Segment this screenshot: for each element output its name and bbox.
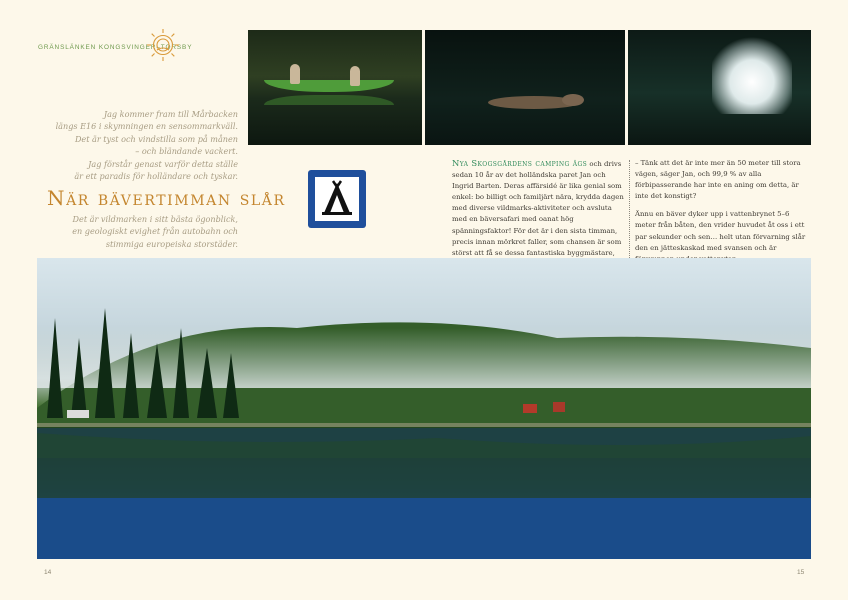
article-headline: När bävertimman slår xyxy=(47,186,286,210)
beaver-swimming-photo xyxy=(425,30,625,145)
section-logo xyxy=(38,28,238,72)
intro-line: Jag förstår genast varför detta ställe xyxy=(88,158,238,169)
splash-shape xyxy=(712,34,792,114)
intro-line: – och bländande vackert. xyxy=(135,146,238,157)
sun-ornament-icon xyxy=(146,28,180,62)
article-paragraph: Ännu en bäver dyker upp i vattenbrynet 5–6 meter från båten, den vrider huvudet åt oss i ett par sekunder och sen… helt utan förvarning slår den en jätteskaskad med svansen och är xyxy=(635,210,806,252)
paddler-figure xyxy=(350,66,360,86)
lake-landscape-photo xyxy=(37,258,811,559)
lead-in: Nya Skogsgårdens camping ägs xyxy=(452,158,588,168)
intro-line: längs E16 i skymningen en sensommarkväll. xyxy=(55,121,238,132)
intro-line: Jag kommer fram till Mårbacken xyxy=(103,109,238,119)
canoe-reflection xyxy=(264,95,394,105)
beaver-head-shape xyxy=(562,94,584,106)
intro-line: Det är vildmarken i sitt bästa ögonblick, xyxy=(72,214,238,224)
forest-lake-illustration xyxy=(37,258,811,559)
tent-glyph xyxy=(315,177,359,221)
page-number-left: 14 xyxy=(44,569,52,576)
camping-tent-sign-icon xyxy=(308,170,366,228)
paragraph-text: och drivs sedan 10 år av det holländska paret Jan och Ingrid Barten. Deras affärsidé är lika genial som enkel: bo billigt och familjärt nära, krydda dagen med diverse vildmarks-aktiviteter och avsluta med en bäversafari med oanat hög spänningsfaktor! För det är i den sista timman, precis innan mörkret faller, som chansen är som störst att få se dessa fantastiska byggmästare, xyxy=(452,160,624,257)
intro-line: är ett paradis för holländare och tyskar. xyxy=(74,171,238,182)
intro-text-bottom xyxy=(28,213,238,250)
article-paragraph: – Tänk att det är inte mer än 50 meter till stora vägen, säger Jan, och 99,9 % av alla förbipasserande har inte en aning om detta, är inte det konstigt? xyxy=(635,159,801,201)
section-label: GRÄNSLÄNKEN KONGSVINGER–TORSBY xyxy=(38,44,193,51)
page-number-right: 15 xyxy=(797,569,805,576)
intro-text-top xyxy=(28,108,238,182)
intro-line: stimmiga europeiska storstäder. xyxy=(105,238,238,249)
intro-line: Det är tyst och vindstilla som på månen xyxy=(74,133,238,144)
paddler-figure xyxy=(290,64,300,84)
intro-line: en geologiskt evighet från autobahn och xyxy=(72,226,238,237)
